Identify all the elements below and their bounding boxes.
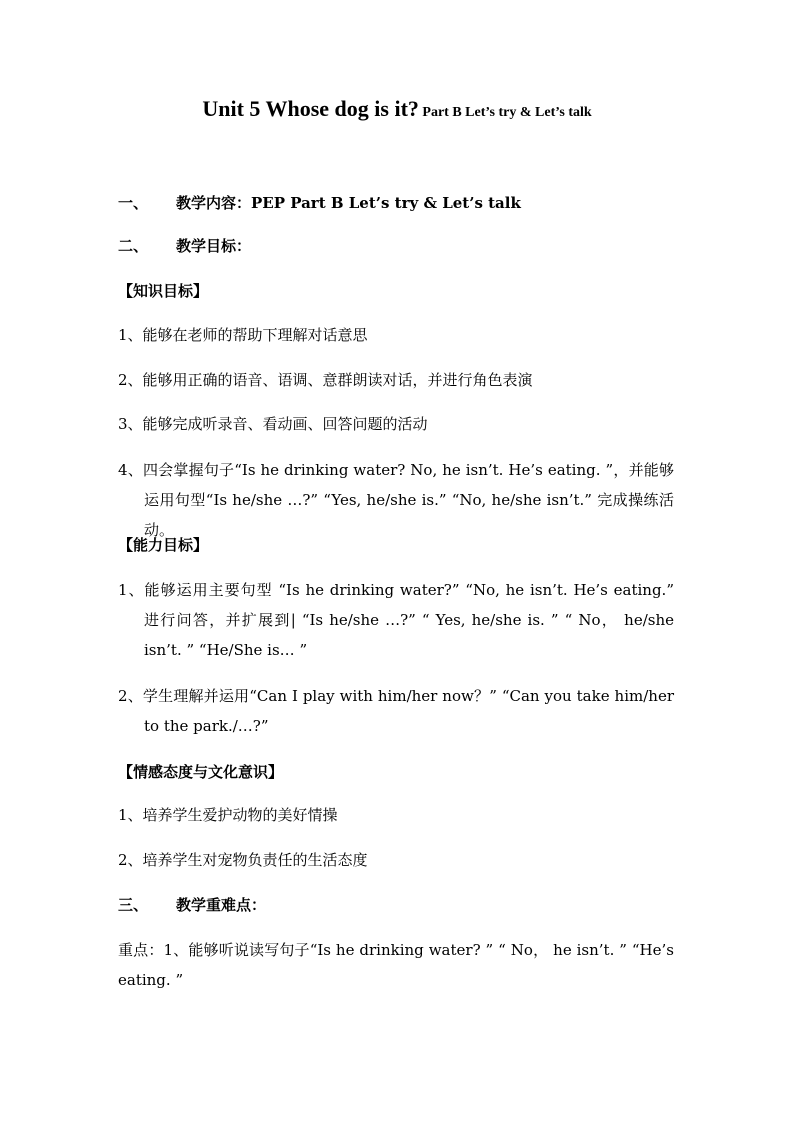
section-number: 三、: [118, 896, 149, 914]
ability-item-2: 2、学生理解并运用“Can I play with him/her now？” “Can you take him/her to the park./…?”: [118, 687, 674, 735]
knowledge-heading: 【知识目标】: [118, 282, 209, 300]
section-text: 教学重难点：: [176, 896, 267, 914]
attitude-heading: 【情感态度与文化意识】: [118, 763, 284, 781]
title-main: Unit 5 Whose dog is it?: [202, 96, 419, 121]
section-text: 教学目标：: [176, 237, 252, 255]
section-number: 一、: [118, 194, 149, 212]
knowledge-item-1: 1、能够在老师的帮助下理解对话意思: [118, 326, 368, 344]
knowledge-item-3: 3、能够完成听录音、看动画、回答问题的活动: [118, 415, 428, 433]
section-keypoints: [118, 890, 674, 920]
attitude-item-2: 2、培养学生对宠物负责任的生活态度: [118, 851, 368, 869]
section-content: [118, 188, 674, 218]
knowledge-item-4: 4、四会掌握句子“Is he drinking water? No, he isn’t. He’s eating. ”，并能够运用句型“Is he/she …?” “Yes, he/she is.” “No, he/she isn’t.” 完成操练活动。: [118, 461, 674, 539]
knowledge-item-2: 2、能够用正确的语音、语调、意群朗读对话，并进行角色表演: [118, 371, 533, 389]
section-number: 二、: [118, 237, 149, 255]
section-objectives: [118, 231, 674, 261]
title-sub: Part B Let’s try & Let’s talk: [418, 105, 592, 120]
attitude-item-1: 1、培养学生爱护动物的美好情操: [118, 806, 338, 824]
ability-item-1: 1、能够运用主要句型 “Is he drinking water?” “No, he isn’t. He’s eating.” 进行问答，并扩展到| “Is he/she …?” “ Yes, he/she is. ” “ No， he/she isn’t. ” “He/She is… ”: [118, 581, 674, 659]
section-text: 教学内容：PEP Part B Let’s try & Let’s talk: [176, 194, 521, 212]
page-title: [0, 96, 794, 122]
ability-heading: 【能力目标】: [118, 536, 209, 554]
keypoints-item-1: 重点：1、能够听说读写句子“Is he drinking water? ” “ No， he isn’t. ” “He’s eating. ”: [118, 941, 674, 989]
